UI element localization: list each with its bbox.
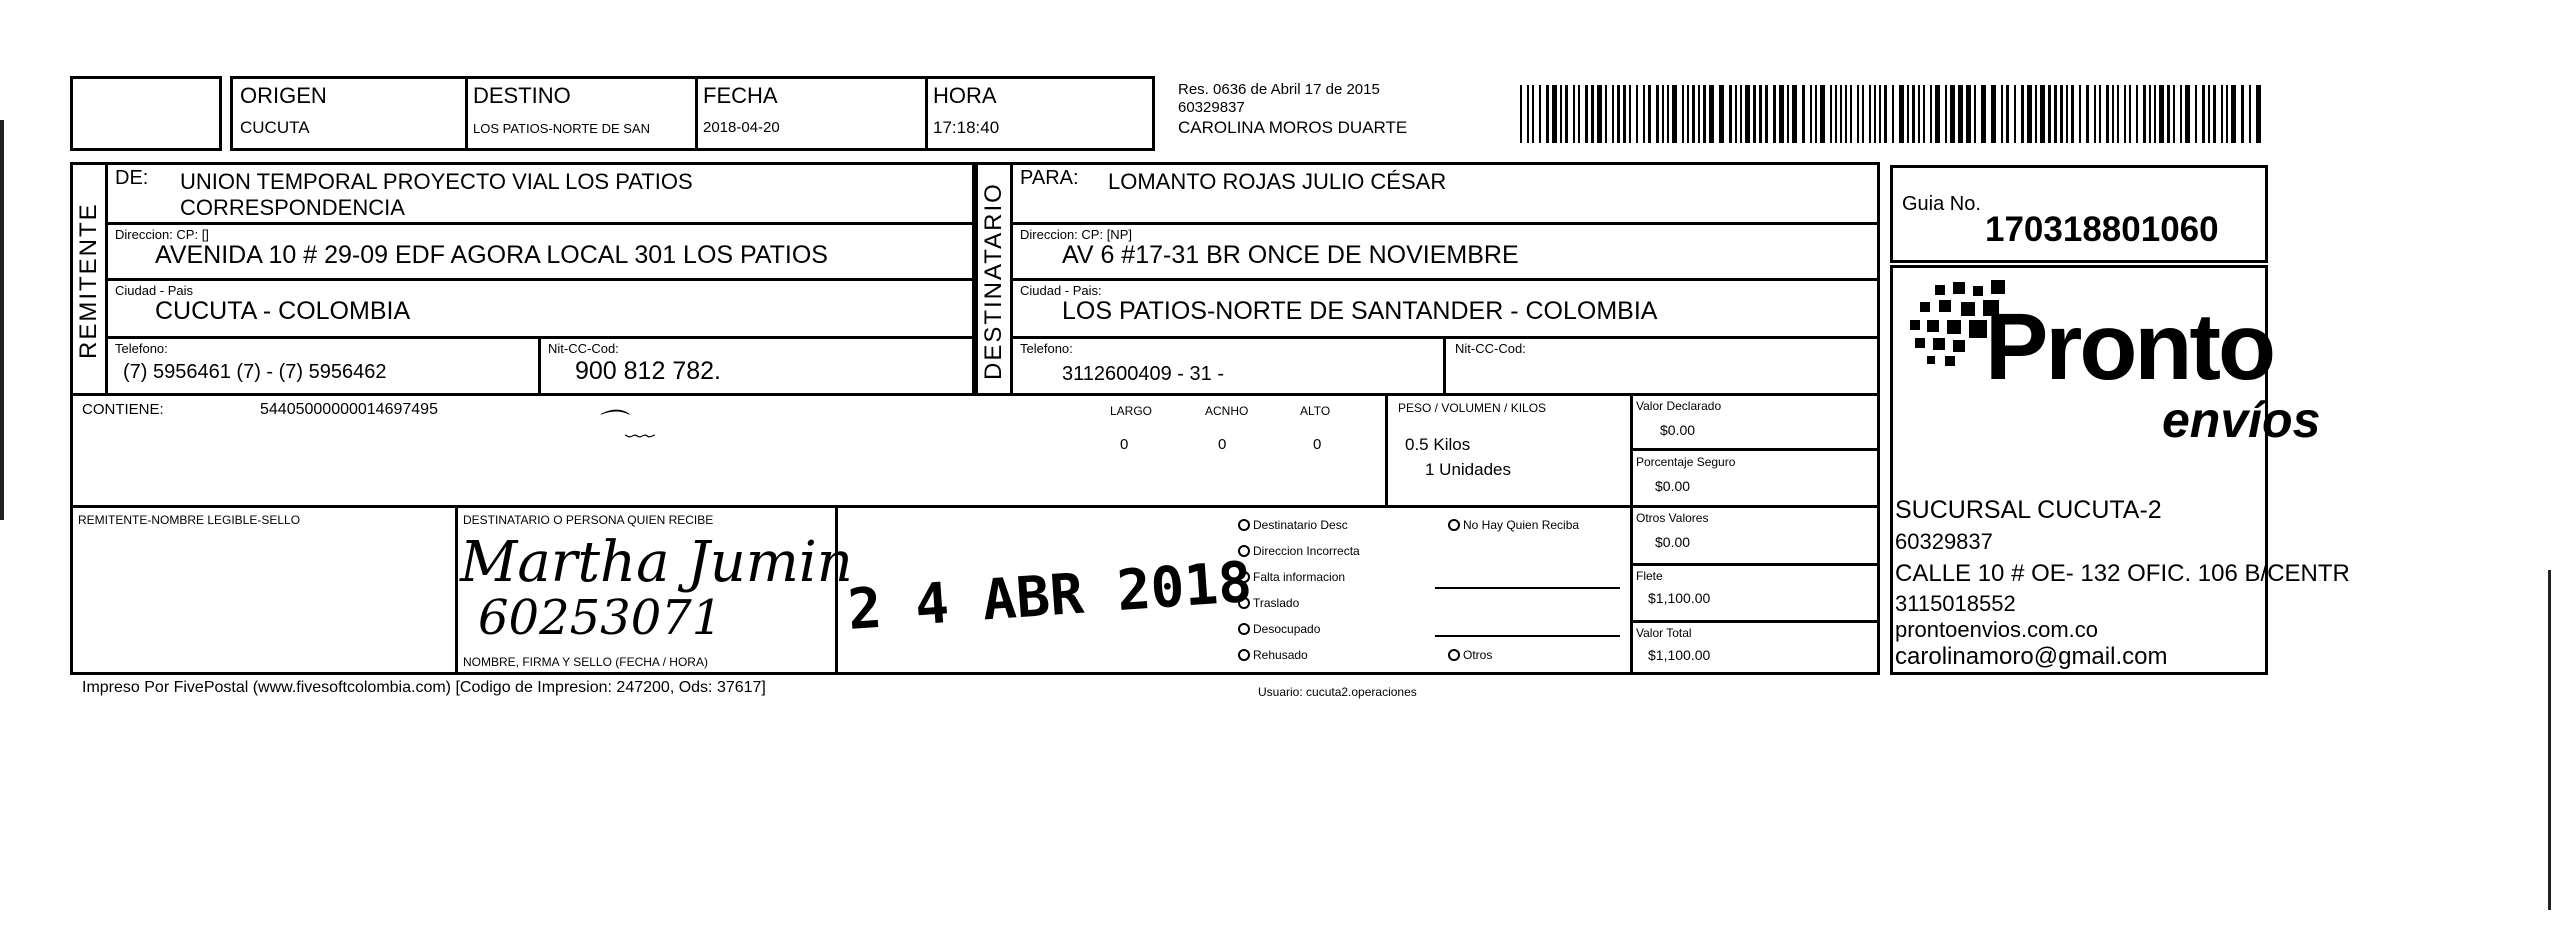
destinatario-name: LOMANTO ROJAS JULIO CÉSAR — [1108, 169, 1447, 194]
resolution-line3: CAROLINA MOROS DUARTE — [1178, 118, 1408, 137]
unidades-value: 1 Unidades — [1425, 460, 1512, 479]
radio-circle-icon[interactable] — [1238, 649, 1250, 661]
delivery-option-label: Traslado — [1253, 596, 1300, 610]
otros-valores-label: Otros Valores — [1636, 511, 1709, 525]
header-blank-cell — [70, 76, 222, 151]
resolution-line1: Res. 0636 de Abril 17 de 2015 — [1178, 81, 1380, 98]
flete-value: $1,100.00 — [1648, 590, 1711, 606]
scan-mark-left — [0, 120, 4, 520]
signature-name: Martha Jumin — [460, 530, 853, 595]
flete-label: Flete — [1636, 569, 1663, 583]
stamp-date: 2 4 ABR 2018 — [845, 549, 1254, 643]
contiene-code: 54405000000014697495 — [260, 401, 438, 418]
delivery-option-label: Rehusado — [1253, 648, 1308, 662]
delivery-option-label: Falta informacion — [1253, 570, 1346, 584]
fecha-label: FECHA — [703, 83, 778, 108]
destinatario-side-label: DESTINATARIO — [980, 182, 1007, 380]
valor-total-value: $1,100.00 — [1648, 647, 1711, 663]
header-table — [230, 76, 1155, 151]
remitente-dir-value: AVENIDA 10 # 29-09 EDF AGORA LOCAL 301 LOS PATIOS — [155, 241, 828, 269]
peso-value: 0.5 Kilos — [1405, 435, 1471, 454]
valor-declarado-value: $0.00 — [1660, 422, 1696, 438]
destinatario-tel-label: Telefono: — [1020, 341, 1073, 356]
envios-logo-text: envíos — [2162, 392, 2321, 448]
destinatario-tel-value: 3112600409 - 31 - — [1062, 363, 1224, 385]
usuario-footer: Usuario: cucuta2.operaciones — [1258, 685, 1417, 699]
origen-label: ORIGEN — [240, 83, 327, 108]
porcentaje-seguro-value: $0.00 — [1655, 478, 1691, 494]
resolution-line2: 60329837 — [1178, 99, 1245, 116]
remitente-name2: CORRESPONDENCIA — [180, 195, 405, 220]
delivery-option-label: Otros — [1463, 648, 1493, 662]
sucursal-line6: carolinamoro@gmail.com — [1895, 643, 2168, 670]
delivery-option[interactable] — [1238, 544, 1360, 558]
delivery-option-label: Desocupado — [1253, 622, 1321, 636]
de-label: DE: — [115, 167, 149, 189]
delivery-option-label: Destinatario Desc — [1253, 518, 1348, 532]
destinatario-dir-label: Direccion: CP: [NP] — [1020, 227, 1132, 242]
ancho-value: 0 — [1218, 436, 1227, 453]
radio-circle-icon[interactable] — [1448, 519, 1460, 531]
remitente-side-label: REMITENTE — [75, 202, 102, 360]
radio-circle-icon[interactable] — [1238, 571, 1250, 583]
alto-label: ALTO — [1300, 404, 1331, 418]
radio-circle-icon[interactable] — [1238, 597, 1250, 609]
origen-value: CUCUTA — [240, 118, 310, 137]
otros-valores-value: $0.00 — [1655, 534, 1691, 550]
para-label: PARA: — [1020, 167, 1079, 189]
delivery-option[interactable] — [1238, 570, 1345, 584]
remitente-dir-label: Direccion: CP: [] — [115, 227, 209, 242]
sucursal-line2: 60329837 — [1895, 529, 1993, 554]
largo-value: 0 — [1120, 436, 1129, 453]
delivery-option-label: No Hay Quien Reciba — [1463, 518, 1580, 532]
remitente-nit-label: Nit-CC-Cod: — [548, 341, 619, 356]
scan-mark-right — [2548, 570, 2551, 910]
valor-total-label: Valor Total — [1636, 626, 1692, 640]
peso-label: PESO / VOLUMEN / KILOS — [1398, 401, 1547, 415]
sucursal-line1: SUCURSAL CUCUTA-2 — [1895, 496, 2162, 524]
delivery-option[interactable] — [1238, 648, 1308, 662]
radio-circle-icon[interactable] — [1448, 649, 1460, 661]
contiene-label: CONTIENE: — [82, 401, 164, 418]
sucursal-line3: CALLE 10 # OE- 132 OFIC. 106 B/CENTR — [1895, 560, 2350, 587]
largo-label: LARGO — [1110, 404, 1153, 418]
scribble-mark: ⌒﹏ — [595, 408, 655, 443]
remitente-sello-label: REMITENTE-NOMBRE LEGIBLE-SELLO — [78, 513, 301, 527]
remitente-tel-value: (7) 5956461 (7) - (7) 5956462 — [123, 361, 387, 383]
radio-circle-icon[interactable] — [1238, 519, 1250, 531]
pronto-logo-text: Pronto — [1985, 294, 2274, 400]
valor-declarado-label: Valor Declarado — [1636, 399, 1722, 413]
delivery-option[interactable] — [1448, 518, 1579, 532]
delivery-option[interactable] — [1238, 518, 1348, 532]
destino-value: LOS PATIOS-NORTE DE SAN — [473, 122, 650, 136]
guia-number: 170318801060 — [1985, 210, 2219, 249]
barcode-icon — [1520, 85, 2265, 143]
printed-by-footer: Impreso Por FivePostal (www.fivesoftcolombia.com) [Codigo de Impresion: 247200, Ods: 37617] — [82, 679, 766, 696]
sucursal-line4: 3115018552 — [1895, 591, 2016, 616]
sucursal-line5: prontoenvios.com.co — [1895, 617, 2098, 642]
remitente-ciudad-value: CUCUTA - COLOMBIA — [155, 297, 411, 325]
destinatario-ciudad-label: Ciudad - Pais: — [1020, 283, 1102, 298]
delivery-option[interactable] — [1448, 648, 1492, 662]
destinatario-ciudad-value: LOS PATIOS-NORTE DE SANTANDER - COLOMBIA — [1062, 297, 1658, 325]
destinatario-nit-label: Nit-CC-Cod: — [1455, 341, 1526, 356]
delivery-option[interactable] — [1238, 596, 1299, 610]
destino-label: DESTINO — [473, 83, 571, 108]
guia-label: Guia No. — [1902, 193, 1981, 215]
remitente-nit-value: 900 812 782. — [575, 357, 721, 385]
remitente-name: UNION TEMPORAL PROYECTO VIAL LOS PATIOS — [180, 169, 693, 194]
delivery-option[interactable] — [1238, 622, 1320, 636]
hora-label: HORA — [933, 83, 997, 108]
destinatario-dir-value: AV 6 #17-31 BR ONCE DE NOVIEMBRE — [1062, 241, 1519, 269]
delivery-option-label: Direccion Incorrecta — [1253, 544, 1360, 558]
hora-value: 17:18:40 — [933, 118, 1000, 137]
radio-circle-icon[interactable] — [1238, 545, 1250, 557]
firma-label: NOMBRE, FIRMA Y SELLO (FECHA / HORA) — [463, 655, 708, 669]
remitente-ciudad-label: Ciudad - Pais — [115, 283, 194, 298]
ancho-label: ACNHO — [1205, 404, 1249, 418]
fecha-value: 2018-04-20 — [703, 119, 780, 136]
destinatario-recibe-label: DESTINATARIO O PERSONA QUIEN RECIBE — [463, 513, 714, 527]
porcentaje-seguro-label: Porcentaje Seguro — [1636, 455, 1736, 469]
alto-value: 0 — [1313, 436, 1322, 453]
radio-circle-icon[interactable] — [1238, 623, 1250, 635]
remitente-tel-label: Telefono: — [115, 341, 168, 356]
signature-number: 60253071 — [478, 590, 723, 646]
